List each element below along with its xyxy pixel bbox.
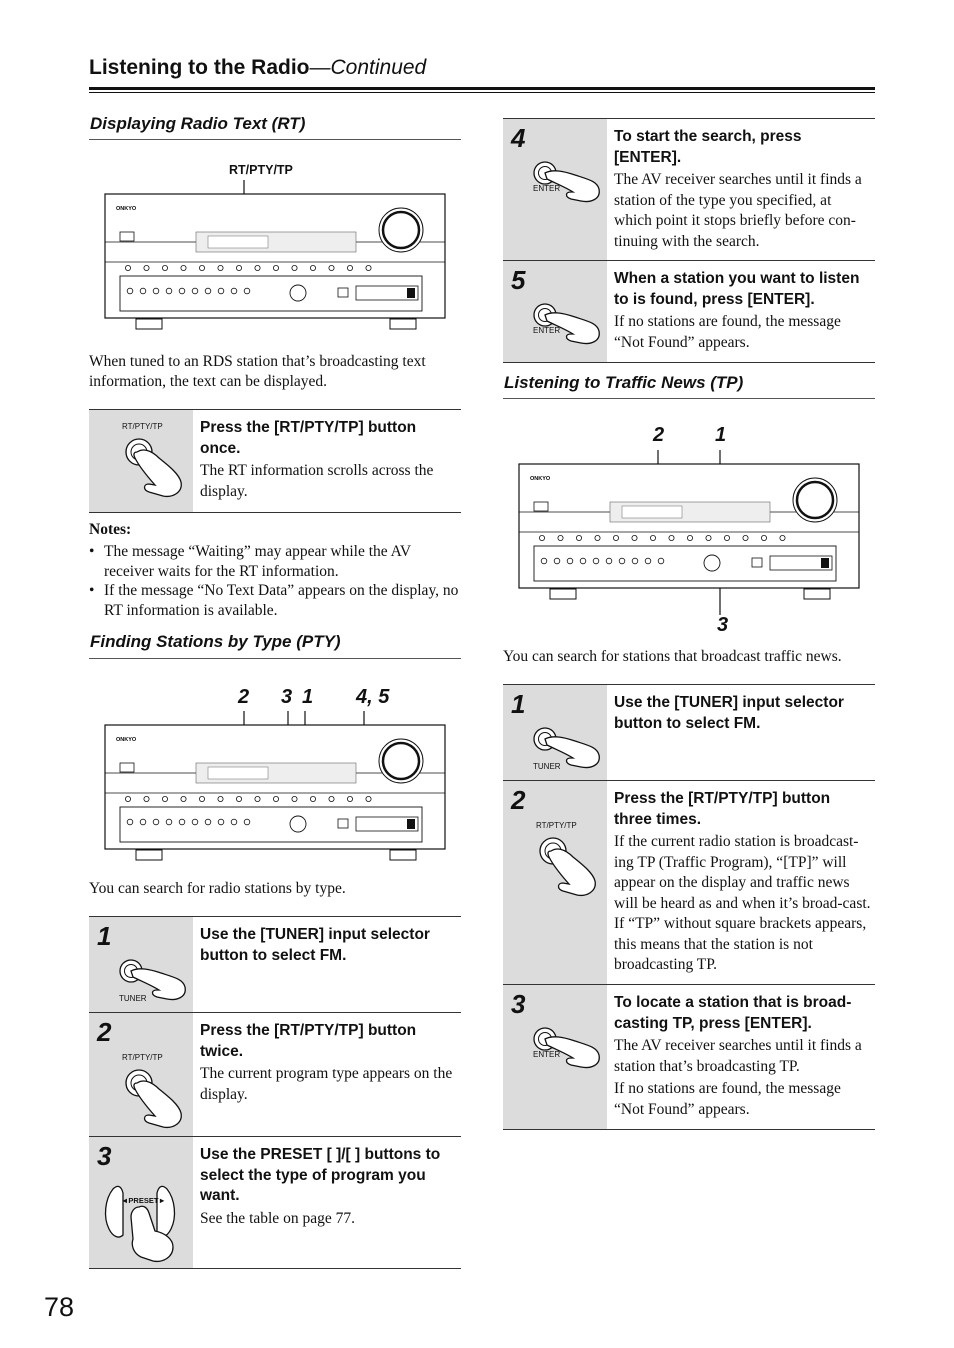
step-number: 2 [511,785,526,815]
step-number: 3 [511,989,526,1019]
step-number: 1 [511,689,526,719]
callout-3: 3 [717,614,729,636]
step-body: The current program type appears on the display. [200,1065,453,1103]
tp-step-1 [503,684,875,781]
enter-button-label: ENTER [533,326,561,335]
preset-button-label: ◄PRESET► [121,1196,166,1205]
step-number: 2 [97,1017,112,1047]
pty-heading-rule [89,658,461,659]
step-instruction: Use the [TUNER] input selector button to select FM. [200,926,430,964]
note-item: • The message “Waiting” may appear while the AV receiver waits for the RT information. [89,542,461,581]
callout-2: 2 [653,424,665,446]
header-title: Listening to the Radio [89,56,310,79]
tp-step-2 [503,780,875,985]
pty-step-4 [503,118,875,261]
pty-intro: You can search for radio stations by type. [89,880,346,897]
notes-list [89,542,461,620]
page-header [89,56,426,80]
step-instruction: Press the [RT/PTY/TP] button three times. [614,790,831,828]
rt-button-label: RT/PTY/TP [122,422,163,431]
pty-step-2 [89,1012,461,1137]
step-body: The AV receiver searches until it finds a station that’s broadcasting TP. [614,1037,862,1075]
callout-4-5: 4, 5 [356,686,390,708]
pty-step-1 [89,916,461,1013]
brand-logo: ONKYO [530,476,551,482]
brand-logo: ONKYO [116,206,137,212]
preset-button-finger-icon [103,1177,187,1263]
step-instruction: Use the PRESET [ ]/[ ] buttons to select the type of program you want. [200,1146,441,1204]
step-body: If no stations are found, the message “Not Found” appears. [614,313,841,351]
note-item: • If the message “No Text Data” appears on the display, no RT information is available. [89,581,461,620]
receiver-front-panel-illustration [104,711,448,876]
callout-1: 1 [715,424,727,446]
pty-heading: Finding Stations by Type (PTY) [90,632,341,651]
rt-step [89,409,461,513]
step-body: If the current radio station is broadcast-ing TP (Traffic Program), “[TP]” will appear on the display and traffic news will be heard as and when it’s broad-cast. If “TP” without square brackets appears, this means that the station is not broadcasting TP. [614,833,871,973]
pty-step-5 [503,260,875,363]
pty-step-3 [89,1136,461,1269]
header-rule-thick [89,87,875,90]
tp-intro: You can search for stations that broadcast traffic news. [503,648,842,665]
tp-step-3 [503,984,875,1130]
callout-1: 1 [302,686,314,708]
step-number: 1 [97,921,112,951]
tuner-button-label: TUNER [533,762,561,771]
enter-button-label: ENTER [533,184,561,193]
receiver-front-panel-illustration [104,180,448,345]
step-body: The AV receiver searches until it finds a station of the type you specified, at which point it stops briefly before con-tinuing with the search. [614,171,862,250]
finger-press-icon [119,430,189,500]
rt-figure-label: RT/PTY/TP [229,163,293,177]
header-rule-thin [89,92,875,93]
enter-button-label: ENTER [533,1050,561,1059]
tp-heading-rule [503,398,875,399]
rt-intro: When tuned to an RDS station that’s broadcasting text information, the text can be displayed. [89,353,426,390]
step-instruction: Press the [RT/PTY/TP] button twice. [200,1022,417,1060]
rt-heading: Displaying Radio Text (RT) [90,114,306,133]
receiver-front-panel-illustration [518,450,862,615]
step-body: See the table on page 77. [200,1209,355,1227]
tp-heading: Listening to Traffic News (TP) [504,373,744,392]
step-number: 3 [97,1141,112,1171]
step-instruction: To locate a station that is broad-casting TP, press [ENTER]. [614,994,852,1032]
rt-step-instruction: Press the [RT/PTY/TP] button once. [200,419,417,457]
tuner-button-label: TUNER [119,994,147,1003]
finger-press-icon [119,1061,189,1131]
step-number: 5 [511,265,526,295]
notes-title: Notes: [89,521,132,538]
finger-press-icon [533,829,603,899]
rt-heading-rule [89,139,461,140]
page-number: 78 [44,1292,75,1322]
step-instruction: To start the search, press [ENTER]. [614,128,802,166]
rt-button-label: RT/PTY/TP [122,1053,163,1062]
step-instruction: Use the [TUNER] input selector button to select FM. [614,694,844,732]
brand-logo: ONKYO [116,737,137,743]
step-instruction: When a station you want to listen to is found, press [ENTER]. [614,270,860,308]
callout-2: 2 [238,686,250,708]
step-body-extra: If no stations are found, the message “Not Found” appears. [614,1080,841,1118]
header-continued: —Continued [309,56,427,79]
rt-step-body: The RT information scrolls across the display. [200,462,434,500]
callout-3: 3 [281,686,293,708]
rt-button-label: RT/PTY/TP [536,821,577,830]
step-number: 4 [511,123,526,153]
